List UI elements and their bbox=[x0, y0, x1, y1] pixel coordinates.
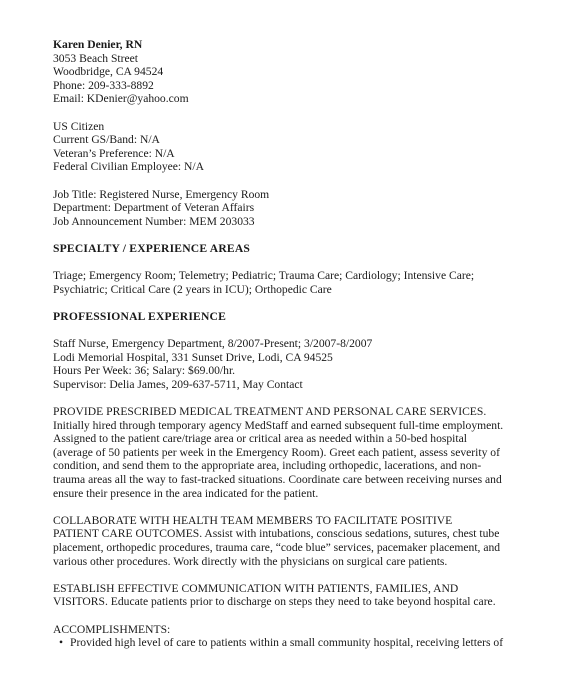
resume-content bbox=[53, 38, 535, 650]
specialty-list bbox=[53, 269, 535, 296]
paragraph-line: condition, and send them to the appropriate area, including orthopedic, lacerations, and non- bbox=[53, 459, 482, 473]
email-address: Email: KDenier@yahoo.com bbox=[53, 92, 189, 106]
paragraph-line: placement, orthopedic procedures, trauma care, “code blue” services, pacemaker placement, and bbox=[53, 540, 501, 554]
citizenship: US Citizen bbox=[53, 119, 105, 133]
paragraph-line: ensure their presence in the area indicated for the patient. bbox=[53, 486, 319, 500]
contact-block bbox=[53, 38, 535, 106]
job-announcement: Job Announcement Number: MEM 203033 bbox=[53, 214, 255, 228]
experience-details bbox=[53, 337, 535, 391]
accomplishments-heading: ACCOMPLISHMENTS: bbox=[53, 622, 171, 636]
accomplishment-text: Provided high level of care to patients within a small community hospital, receiving letters of bbox=[70, 636, 504, 650]
city-state-zip: Woodbridge, CA 94524 bbox=[53, 65, 164, 79]
job-department: Department: Department of Veteran Affairs bbox=[53, 201, 255, 215]
job-title: Job Title: Registered Nurse, Emergency Room bbox=[53, 187, 270, 201]
accomplishments-section bbox=[53, 623, 535, 650]
paragraph-line: various other procedures. Work directly with the physicians on surgical care patients. bbox=[53, 554, 448, 568]
veteran-preference: Veteran’s Preference: N/A bbox=[53, 146, 175, 160]
federal-employee: Federal Civilian Employee: N/A bbox=[53, 160, 205, 174]
paragraph-line: ESTABLISH EFFECTIVE COMMUNICATION WITH PATIENTS, FAMILIES, AND bbox=[53, 581, 459, 595]
paragraph-line: Assigned to the patient care/triage area or critical area as needed within a 50-bed hospital bbox=[53, 432, 467, 446]
bottom-fade-overlay bbox=[0, 678, 585, 700]
position-title: Staff Nurse, Emergency Department, 8/2007-Present; 3/2007-8/2007 bbox=[53, 337, 373, 351]
experience-heading: PROFESSIONAL EXPERIENCE bbox=[53, 309, 227, 323]
paragraph-line: PROVIDE PRESCRIBED MEDICAL TREATMENT AND PERSONAL CARE SERVICES. bbox=[53, 405, 487, 419]
job-block bbox=[53, 188, 535, 229]
phone-number: Phone: 209-333-8892 bbox=[53, 78, 154, 92]
gs-band: Current GS/Band: N/A bbox=[53, 133, 160, 147]
duty-paragraph-communication bbox=[53, 582, 535, 609]
paragraph-line: (average of 50 patients per week in the Emergency Room). Greet each patient, assess severity of bbox=[53, 445, 500, 459]
supervisor: Supervisor: Delia James, 209-637-5711, May Contact bbox=[53, 377, 303, 391]
status-block bbox=[53, 120, 535, 174]
specialty-heading: SPECIALTY / EXPERIENCE AREAS bbox=[53, 241, 251, 255]
paragraph-line: trauma areas all the way to fast-tracked situations. Coordinate care between receiving nurses and bbox=[53, 473, 502, 486]
accomplishment-item bbox=[53, 636, 535, 650]
paragraph-line: PATIENT CARE OUTCOMES. Assist with intubations, conscious sedations, sutures, chest tube bbox=[53, 527, 500, 541]
specialty-line: Psychiatric; Critical Care (2 years in ICU); Orthopedic Care bbox=[53, 282, 332, 296]
bullet-icon: • bbox=[59, 636, 64, 650]
street-address: 3053 Beach Street bbox=[53, 51, 138, 65]
specialty-line: Triage; Emergency Room; Telemetry; Pediatric; Trauma Care; Cardiology; Intensive Care; bbox=[53, 269, 475, 283]
paragraph-line: Initially hired through temporary agency MedStaff and earned subsequent full-time employment. bbox=[53, 418, 504, 432]
employer-address: Lodi Memorial Hospital, 331 Sunset Drive, Lodi, CA 94525 bbox=[53, 350, 333, 364]
paragraph-line: VISITORS. Educate patients prior to discharge on steps they need to take beyond hospital care. bbox=[53, 595, 496, 609]
hours-salary: Hours Per Week: 36; Salary: $69.00/hr. bbox=[53, 364, 236, 378]
duty-paragraph-treatment bbox=[53, 405, 535, 500]
paragraph-line: COLLABORATE WITH HEALTH TEAM MEMBERS TO FACILITATE POSITIVE bbox=[53, 513, 453, 527]
applicant-name: Karen Denier, RN bbox=[53, 38, 143, 51]
duty-paragraph-collaborate bbox=[53, 514, 535, 568]
